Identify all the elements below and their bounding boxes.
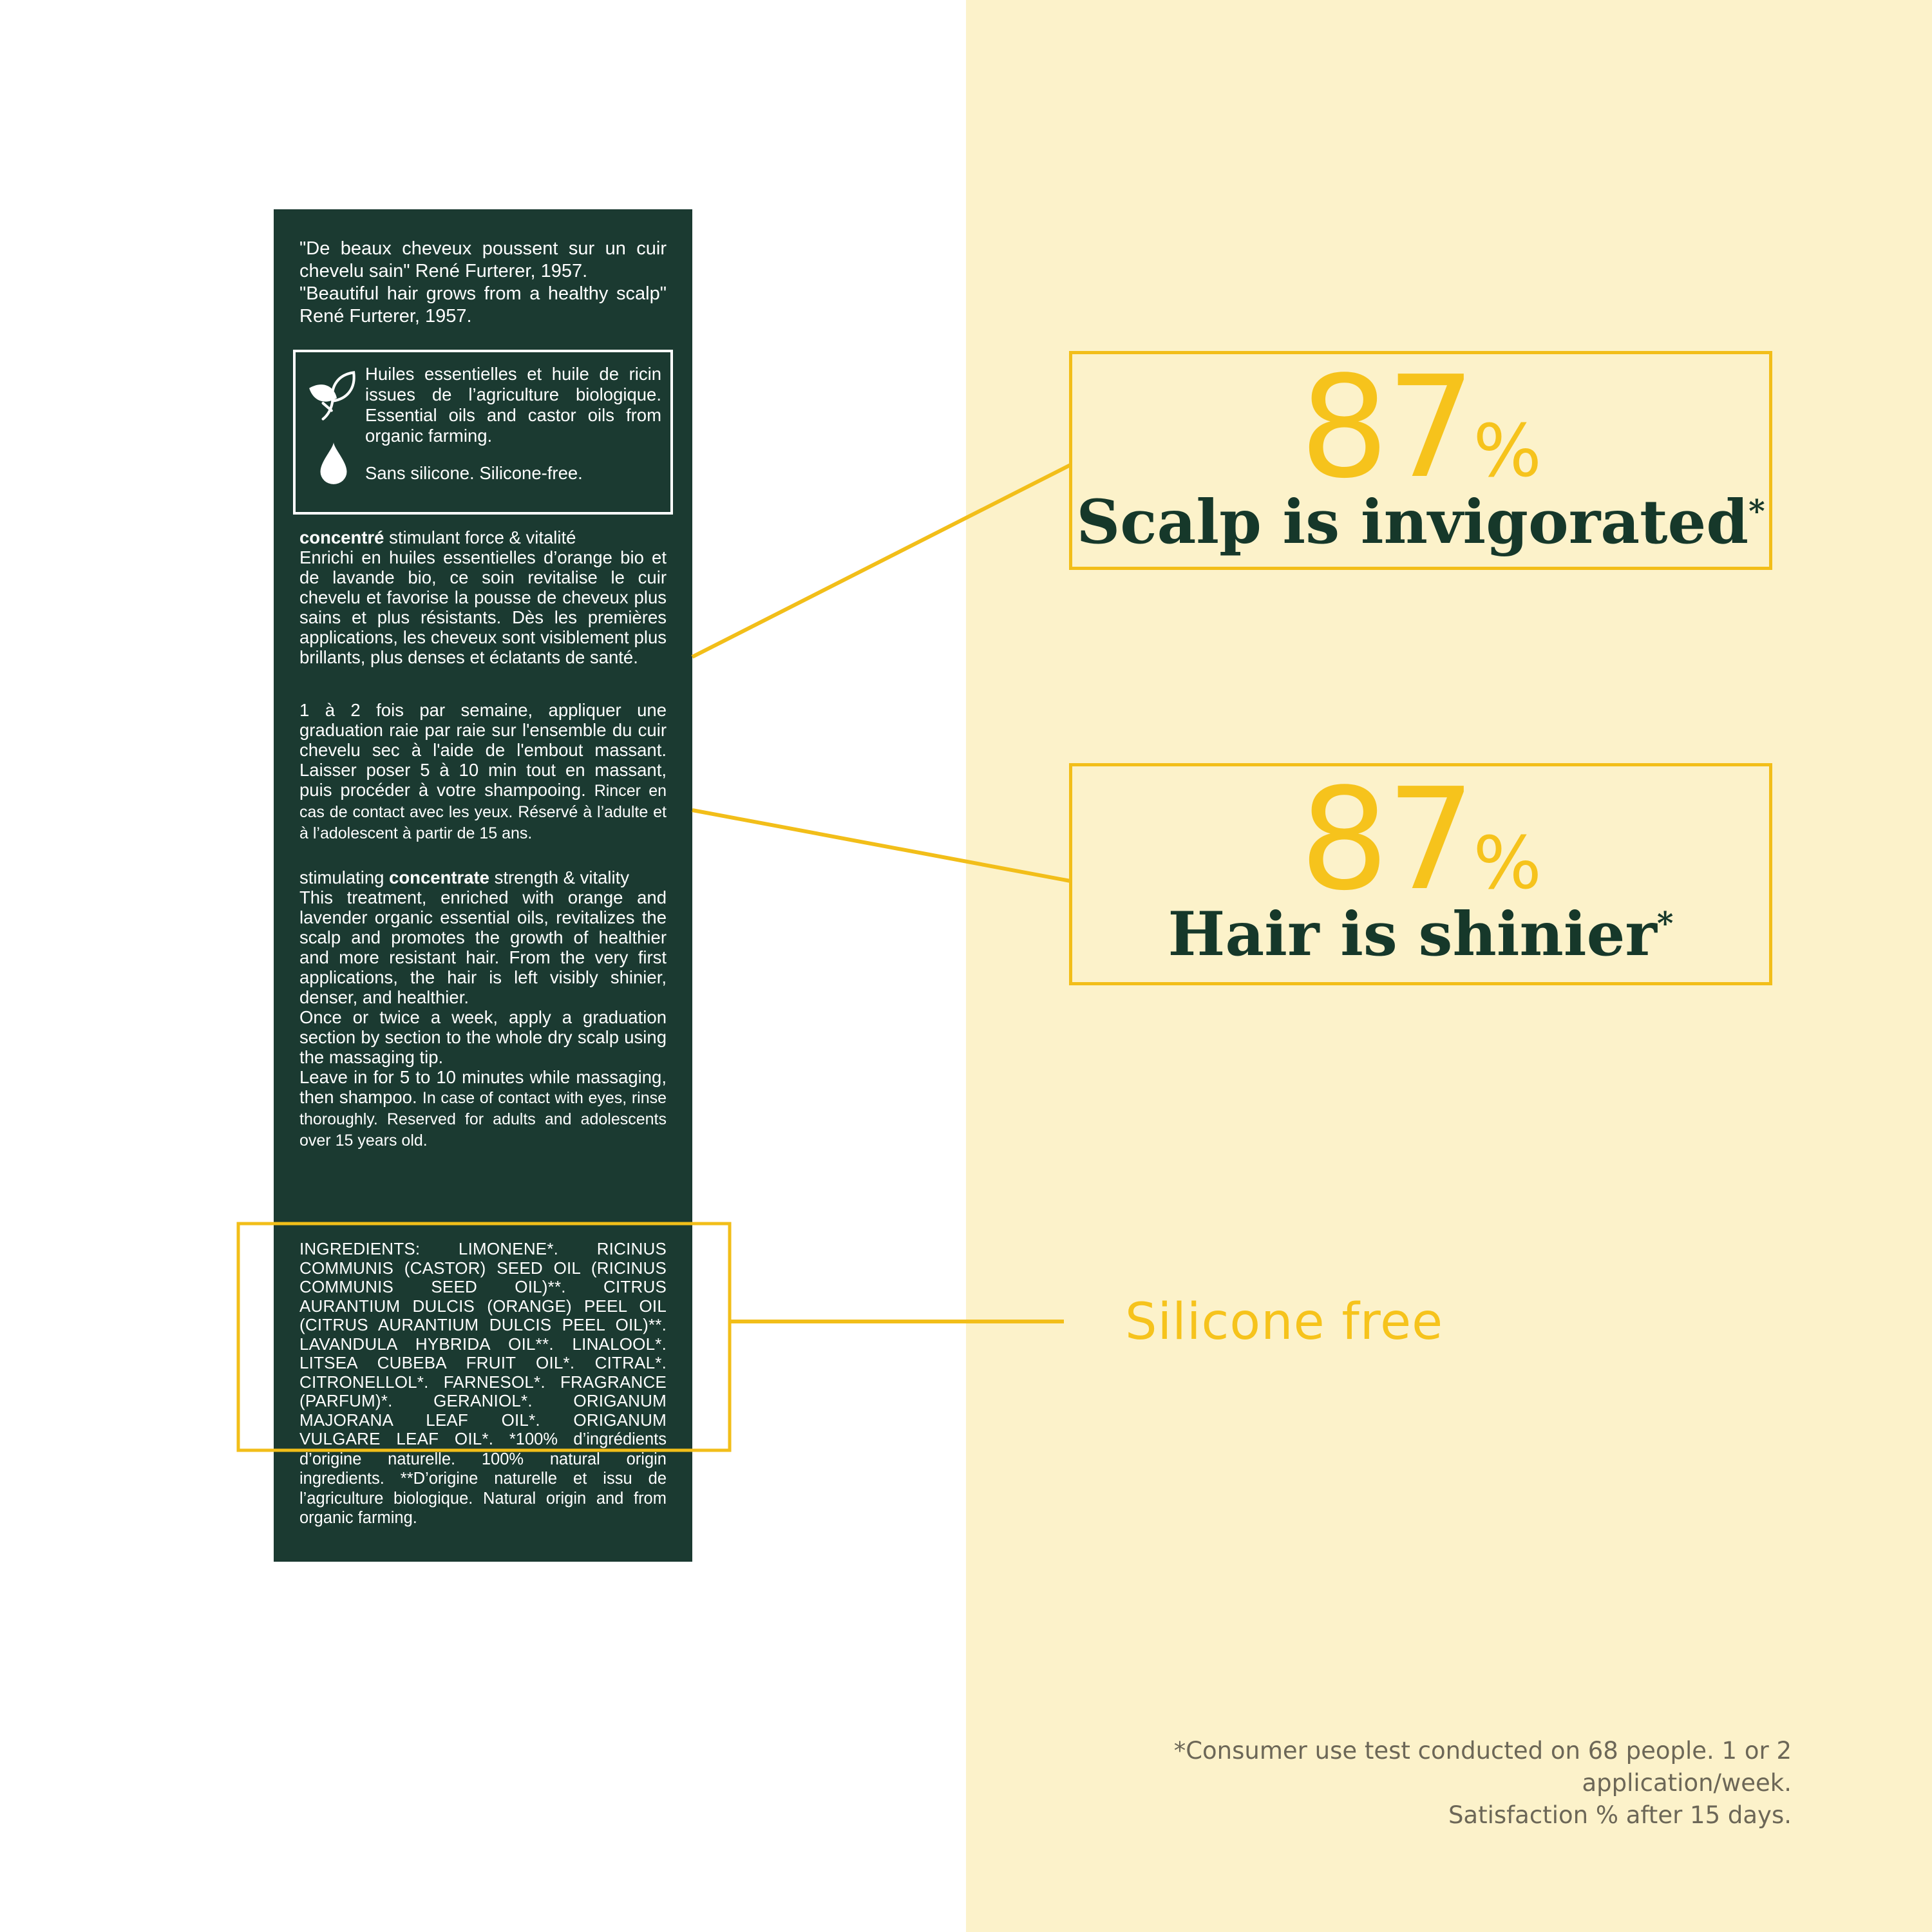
french-heading-and-body <box>299 527 667 667</box>
en-heading-pre: stimulating <box>299 867 390 887</box>
fr-heading-bold: concentré <box>299 527 384 547</box>
french-description <box>299 527 667 667</box>
stat-number: 87 <box>1300 346 1473 509</box>
ingredients-origin-note: *100% d’ingrédients d’origine naturelle. 100% natural origin ingredients. **D’origine naturelle et issu de l’agriculture biologique. Natural origin and from organic farming. <box>299 1430 667 1527</box>
ingredients-section <box>299 1240 667 1528</box>
founder-quote <box>299 238 667 328</box>
drop-icon <box>319 442 348 485</box>
english-heading-and-body <box>299 867 667 1007</box>
stat-claim-hair <box>1072 899 1769 971</box>
feature-icons <box>306 364 365 503</box>
ingredients-list: INGREDIENTS: LIMONENE*. RICINUS COMMUNIS (CASTOR) SEED OIL (RICINUS COMMUNIS SEED OIL)**. CITRUS AURANTIUM DULCIS (ORANGE) PEEL OIL (CITRUS AURANTIUM DULCIS PEEL OIL)**. LAVANDULA HYBRIDA OIL**. LINALOOL*. LITSEA CUBEBA FRUIT OIL*. CITRAL*. CITRONELLOL*. FARNESOL*. FRAGRANCE (PARFUM)*. GERANIOL*. ORIGANUM MAJORANA LEAF OIL*. ORIGANUM VULGARE LEAF OIL*. <box>299 1239 667 1448</box>
french-usage <box>299 700 667 844</box>
en-body: This treatment, enriched with orange and lavender organic essential oils, revitalizes the scalp and promotes the growth of healthier and more resistant hair. From the very first applications, the hair is left visibly shinier, denser, and healthier. <box>299 887 667 1007</box>
asterisk: * <box>1656 904 1674 942</box>
english-description <box>299 867 667 1151</box>
en-usage2-warning: In case of contact with eyes, rinse thoroughly. Reserved for adults and adolescents over 15 years old. <box>299 1089 667 1150</box>
stat-box-hair <box>1069 759 1772 985</box>
founder-quote-en: "Beautiful hair grows from a healthy scalp" René Furterer, 1957. <box>299 283 667 327</box>
leaf-icon <box>307 368 360 427</box>
percent-sign: % <box>1473 410 1542 493</box>
en-usage2-paragraph <box>299 1067 667 1151</box>
stat-value-scalp <box>1072 346 1769 509</box>
stat-value-hair <box>1072 759 1769 922</box>
en-usage: Once or twice a week, apply a graduation section by section to the whole dry scalp using the massaging tip. <box>299 1007 667 1067</box>
disclaimer-text <box>966 1735 1792 1832</box>
stat-box-scalp <box>1069 346 1772 570</box>
fr-heading-rest: stimulant force & vitalité <box>384 527 576 547</box>
fr-usage-main: 1 à 2 fois par semaine, appliquer une graduation raie par raie sur l'ensemble du cuir chevelu sec à l'aide de l'embout massant. Laisser poser 5 à 10 min tout en massant, puis procéder à votre shampooing. <box>299 700 667 800</box>
stat-number: 87 <box>1300 759 1473 922</box>
fr-body: Enrichi en huiles essentielles d’orange bio et de lavande bio, ce soin revitalise le cuir chevelu et favorise la pousse de cheveux plus sains et plus résistants. Dès les premières applications, les cheveux sont visiblement plus brillants, plus denses et éclatants de santé. <box>299 547 667 667</box>
stat-claim-scalp <box>1072 487 1769 558</box>
fr-usage-warning: Rincer en cas de contact avec les yeux. Réservé à l’adulte et à l’adolescent à partir de 15 ans. <box>299 782 667 842</box>
en-heading-rest: strength & vitality <box>489 867 630 887</box>
product-label <box>274 209 692 1562</box>
stat-claim-text: Scalp is invigorated <box>1076 487 1749 558</box>
silicone-free-bilingual: Sans silicone. Silicone-free. <box>365 463 583 483</box>
disclaimer-line2: Satisfaction % after 15 days. <box>1448 1801 1792 1829</box>
organic-oils-text: Huiles essentielles et huile de ricin issues de l’agriculture biologique. Essential oils and castor oils from organic farming. <box>365 364 661 446</box>
feature-text <box>365 364 661 503</box>
fr-usage-paragraph <box>299 700 667 844</box>
stat-claim-text: Hair is shinier <box>1168 899 1657 971</box>
ingredients-paragraph <box>299 1240 667 1528</box>
asterisk: * <box>1748 492 1765 530</box>
silicone-free-callout: Silicone free <box>1125 1293 1444 1351</box>
en-heading-bold: concentrate <box>389 867 489 887</box>
disclaimer-line1: *Consumer use test conducted on 68 people. 1 or 2 application/week. <box>1173 1737 1792 1797</box>
en-usage2-main: Leave in for 5 to 10 minutes while massaging, then shampoo. <box>299 1067 667 1107</box>
percent-sign: % <box>1473 822 1542 905</box>
organic-feature-box <box>293 350 673 515</box>
founder-quote-fr: "De beaux cheveux poussent sur un cuir chevelu sain" René Furterer, 1957. <box>299 238 667 281</box>
